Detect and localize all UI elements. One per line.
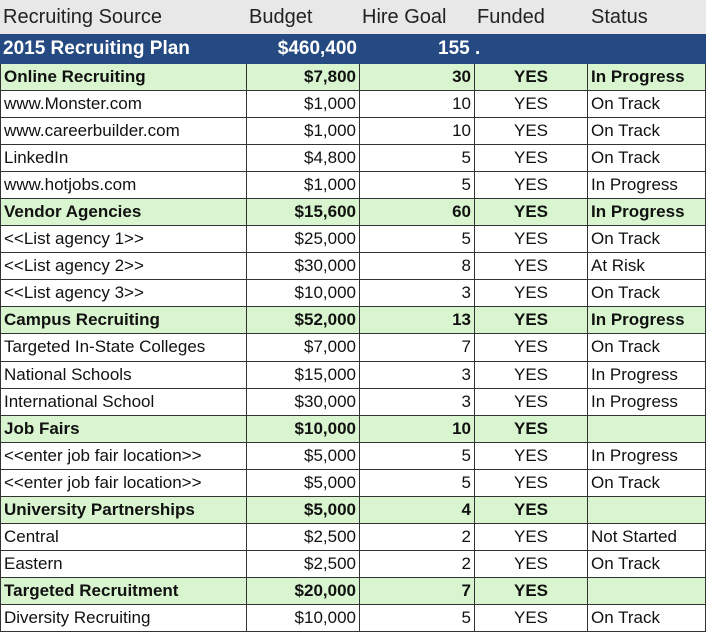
source-cell[interactable]: International School xyxy=(0,389,247,415)
status-cell[interactable] xyxy=(588,578,706,604)
source-cell[interactable]: Eastern xyxy=(0,551,247,577)
table-row xyxy=(0,443,706,470)
source-cell[interactable]: Vendor Agencies xyxy=(0,199,247,225)
budget-cell[interactable]: $7,800 xyxy=(247,64,360,90)
budget-cell[interactable]: $10,000 xyxy=(247,605,360,631)
budget-cell[interactable]: $5,000 xyxy=(247,470,360,496)
budget-cell[interactable]: $4,800 xyxy=(247,145,360,171)
status-cell[interactable]: On Track xyxy=(588,118,706,144)
budget-cell[interactable]: $15,000 xyxy=(247,362,360,388)
status-cell[interactable]: On Track xyxy=(588,605,706,631)
budget-cell[interactable]: $7,000 xyxy=(247,334,360,360)
hire-goal-cell[interactable]: 13 xyxy=(360,307,475,333)
budget-cell[interactable]: $2,500 xyxy=(247,524,360,550)
category-row xyxy=(0,307,706,334)
budget-cell[interactable]: $1,000 xyxy=(247,172,360,198)
status-cell[interactable]: At Risk xyxy=(588,253,706,279)
funded-cell[interactable]: YES xyxy=(475,470,588,496)
budget-cell[interactable]: $1,000 xyxy=(247,91,360,117)
hire-goal-cell[interactable]: 10 xyxy=(360,416,475,442)
funded-cell[interactable]: YES xyxy=(475,551,588,577)
status-cell[interactable]: On Track xyxy=(588,145,706,171)
status-cell[interactable]: In Progress xyxy=(588,307,706,333)
table-row xyxy=(0,172,706,199)
category-row xyxy=(0,64,706,91)
funded-cell[interactable]: YES xyxy=(475,443,588,469)
hire-goal-cell[interactable]: 5 xyxy=(360,172,475,198)
budget-cell[interactable]: $30,000 xyxy=(247,389,360,415)
hire-goal-cell[interactable]: 60 xyxy=(360,199,475,225)
status-cell[interactable] xyxy=(588,497,706,523)
funded-cell[interactable]: YES xyxy=(475,362,588,388)
funded-cell[interactable]: YES xyxy=(475,199,588,225)
funded-cell[interactable]: YES xyxy=(475,389,588,415)
source-cell[interactable]: Job Fairs xyxy=(0,416,247,442)
budget-cell[interactable]: $1,000 xyxy=(247,118,360,144)
source-cell[interactable]: Online Recruiting xyxy=(0,64,247,90)
source-cell[interactable]: <<List agency 3>> xyxy=(0,280,247,306)
budget-cell[interactable]: $20,000 xyxy=(247,578,360,604)
funded-cell[interactable]: YES xyxy=(475,605,588,631)
table-row xyxy=(0,226,706,253)
status-cell[interactable]: On Track xyxy=(588,280,706,306)
table-row xyxy=(0,280,706,307)
hire-goal-cell[interactable]: 5 xyxy=(360,443,475,469)
source-cell[interactable]: <<enter job fair location>> xyxy=(0,470,247,496)
hire-goal-cell[interactable]: 2 xyxy=(360,524,475,550)
table-row xyxy=(0,605,706,632)
status-cell[interactable]: In Progress xyxy=(588,362,706,388)
status-cell[interactable]: In Progress xyxy=(588,172,706,198)
budget-cell[interactable]: $10,000 xyxy=(247,280,360,306)
table-row xyxy=(0,334,706,361)
funded-cell[interactable]: YES xyxy=(475,253,588,279)
table-row xyxy=(0,389,706,416)
status-cell[interactable]: Not Started xyxy=(588,524,706,550)
table-body xyxy=(0,64,706,632)
budget-cell[interactable]: $5,000 xyxy=(247,443,360,469)
table-row xyxy=(0,470,706,497)
hire-goal-cell[interactable]: 7 xyxy=(360,334,475,360)
table-row xyxy=(0,524,706,551)
plan-title[interactable]: 2015 Recruiting Plan xyxy=(3,38,190,59)
status-cell[interactable]: On Track xyxy=(588,334,706,360)
hire-goal-cell[interactable]: 8 xyxy=(360,253,475,279)
hire-goal-cell[interactable]: 5 xyxy=(360,226,475,252)
funded-cell[interactable]: YES xyxy=(475,307,588,333)
funded-cell[interactable]: YES xyxy=(475,91,588,117)
plan-budget[interactable]: $460,400 xyxy=(277,38,357,59)
funded-cell[interactable]: YES xyxy=(475,524,588,550)
table-row xyxy=(0,145,706,172)
source-cell[interactable]: www.Monster.com xyxy=(0,91,247,117)
funded-cell[interactable]: YES xyxy=(475,226,588,252)
source-cell[interactable]: University Partnerships xyxy=(0,497,247,523)
column-header-row xyxy=(0,0,706,34)
budget-cell[interactable]: $30,000 xyxy=(247,253,360,279)
plan-hire-goal[interactable]: 155 . xyxy=(438,38,481,59)
source-cell[interactable]: <<List agency 1>> xyxy=(0,226,247,252)
budget-cell[interactable]: $2,500 xyxy=(247,551,360,577)
hire-goal-cell[interactable]: 3 xyxy=(360,362,475,388)
plan-total-row xyxy=(0,34,706,64)
funded-cell[interactable]: YES xyxy=(475,578,588,604)
header-budget[interactable]: Budget xyxy=(249,5,313,28)
budget-cell[interactable]: $15,600 xyxy=(247,199,360,225)
budget-cell[interactable]: $25,000 xyxy=(247,226,360,252)
source-cell[interactable]: Central xyxy=(0,524,247,550)
status-cell[interactable]: In Progress xyxy=(588,64,706,90)
source-cell[interactable]: LinkedIn xyxy=(0,145,247,171)
table-row xyxy=(0,118,706,145)
source-cell[interactable]: National Schools xyxy=(0,362,247,388)
hire-goal-cell[interactable]: 3 xyxy=(360,389,475,415)
header-hire-goal[interactable]: Hire Goal xyxy=(362,5,447,28)
category-row xyxy=(0,199,706,226)
source-cell[interactable]: <<enter job fair location>> xyxy=(0,443,247,469)
hire-goal-cell[interactable]: 5 xyxy=(360,145,475,171)
header-funded[interactable]: Funded xyxy=(477,5,545,28)
source-cell[interactable]: Campus Recruiting xyxy=(0,307,247,333)
header-recruiting-source[interactable]: Recruiting Source xyxy=(3,5,162,28)
funded-cell[interactable]: YES xyxy=(475,280,588,306)
source-cell[interactable]: <<List agency 2>> xyxy=(0,253,247,279)
status-cell[interactable]: In Progress xyxy=(588,443,706,469)
hire-goal-cell[interactable]: 30 xyxy=(360,64,475,90)
budget-cell[interactable]: $10,000 xyxy=(247,416,360,442)
status-cell[interactable]: In Progress xyxy=(588,389,706,415)
hire-goal-cell[interactable]: 5 xyxy=(360,470,475,496)
funded-cell[interactable]: YES xyxy=(475,118,588,144)
table-row xyxy=(0,253,706,280)
hire-goal-cell[interactable]: 10 xyxy=(360,118,475,144)
source-cell[interactable]: Targeted In-State Colleges xyxy=(0,334,247,360)
status-cell[interactable] xyxy=(588,416,706,442)
funded-cell[interactable]: YES xyxy=(475,145,588,171)
hire-goal-cell[interactable]: 7 xyxy=(360,578,475,604)
table-row xyxy=(0,551,706,578)
source-cell[interactable]: www.hotjobs.com xyxy=(0,172,247,198)
status-cell[interactable]: On Track xyxy=(588,226,706,252)
status-cell[interactable]: On Track xyxy=(588,551,706,577)
funded-cell[interactable]: YES xyxy=(475,64,588,90)
source-cell[interactable]: Diversity Recruiting xyxy=(0,605,247,631)
hire-goal-cell[interactable]: 5 xyxy=(360,605,475,631)
category-row xyxy=(0,578,706,605)
hire-goal-cell[interactable]: 2 xyxy=(360,551,475,577)
plan-status[interactable] xyxy=(588,34,706,64)
hire-goal-cell[interactable]: 3 xyxy=(360,280,475,306)
hire-goal-cell[interactable]: 10 xyxy=(360,91,475,117)
plan-funded[interactable] xyxy=(475,34,588,64)
source-cell[interactable]: Targeted Recruitment xyxy=(0,578,247,604)
hire-goal-cell[interactable]: 4 xyxy=(360,497,475,523)
status-cell[interactable]: On Track xyxy=(588,91,706,117)
budget-cell[interactable]: $52,000 xyxy=(247,307,360,333)
category-row xyxy=(0,497,706,524)
status-cell[interactable]: In Progress xyxy=(588,199,706,225)
funded-cell[interactable]: YES xyxy=(475,416,588,442)
funded-cell[interactable]: YES xyxy=(475,334,588,360)
status-cell[interactable]: On Track xyxy=(588,470,706,496)
table-row xyxy=(0,91,706,118)
source-cell[interactable]: www.careerbuilder.com xyxy=(0,118,247,144)
table-row xyxy=(0,362,706,389)
header-status[interactable]: Status xyxy=(591,5,648,28)
budget-cell[interactable]: $5,000 xyxy=(247,497,360,523)
category-row xyxy=(0,416,706,443)
funded-cell[interactable]: YES xyxy=(475,172,588,198)
funded-cell[interactable]: YES xyxy=(475,497,588,523)
